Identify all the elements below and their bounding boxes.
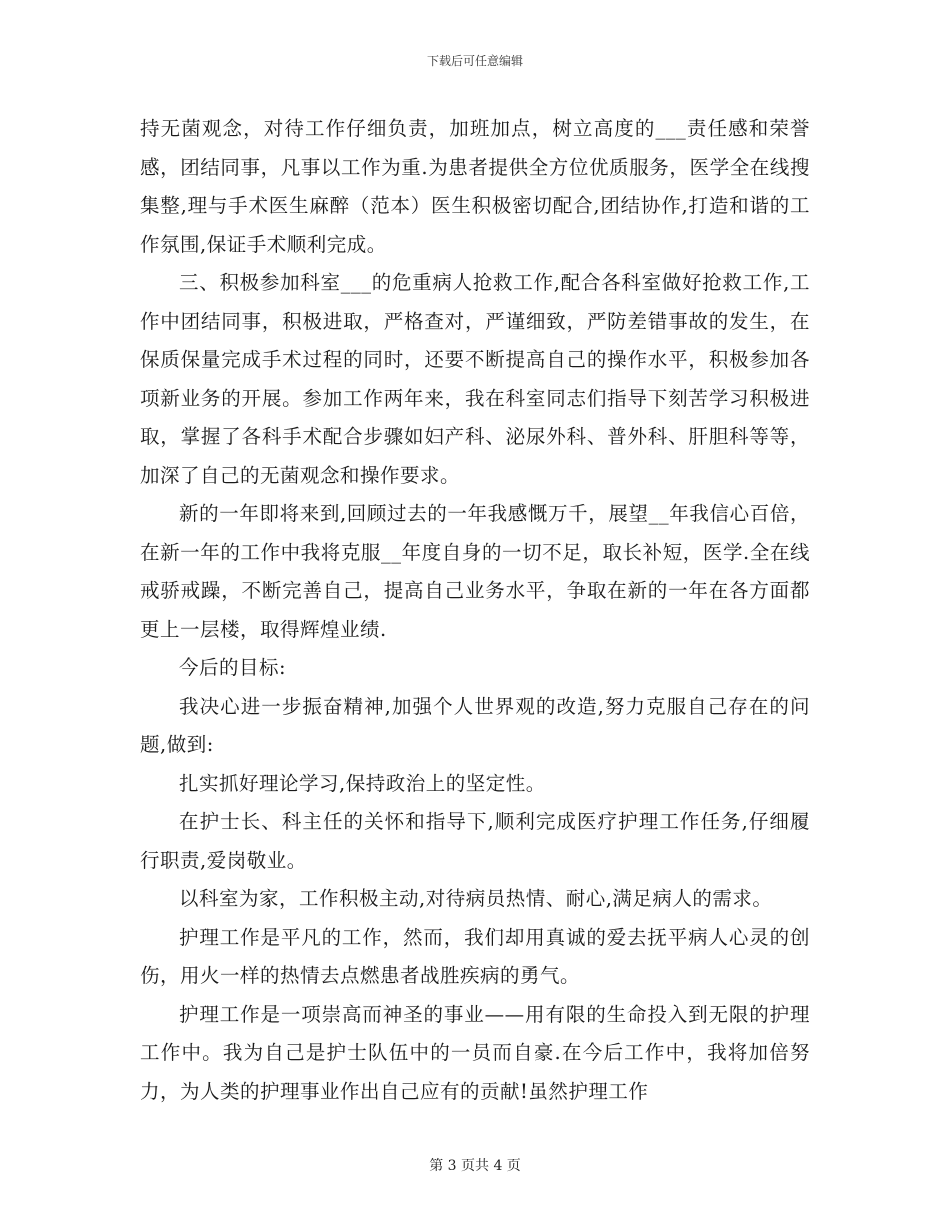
paragraph-2: 三、积极参加科室___的危重病人抢救工作,配合各科室做好抢救工作,工作中团结同事，积极进取，严格查对，严谨细致，严防差错事故的发生，在保质保量完成手术过程的同时，还要不断提高自己的操作水平，积极参加各项新业务的开展。参加工作两年来，我在科室同志们指导下刻苦学习积极进取，掌握了各科手术配合步骤如妇产科、泌尿外科、普外科、肝胆科等等，加深了自己的无菌观念和操作要求。 [140, 271, 810, 487]
document-body [140, 110, 810, 1111]
paragraph-9: 护理工作是平凡的工作，然而，我们却用真诚的爱去抚平病人心灵的创伤，用火一样的热情去点燃患者战胜疾病的勇气。 [140, 925, 810, 987]
paragraph-8: 以科室为家，工作积极主动,对待病员热情、耐心,满足病人的需求。 [179, 887, 773, 910]
paragraph-3: 新的一年即将来到,回顾过去的一年我感慨万千，展望__年我信心百倍，在新一年的工作中我将克服__年度自身的一切不足，取长补短，医学.全在线戒骄戒躁，不断完善自己，提高自己业务水平，争取在新的一年在各方面都更上一层楼，取得辉煌业绩. [140, 502, 810, 641]
paragraph-6: 扎实抓好理论学习,保持政治上的坚定性。 [179, 771, 546, 795]
paragraph-5: 我决心进一步振奋精神,加强个人世界观的改造,努力克服自己存在的问题,做到: [140, 694, 810, 756]
paragraph-1: 持无菌观念，对待工作仔细负责，加班加点，树立高度的___责任感和荣誉感，团结同事，凡事以工作为重.为患者提供全方位优质服务，医学全在线搜集整,理与手术医生麻醉（范本）医生积极密切配合,团结协作,打造和谐的工作氛围,保证手术顺利完成。 [140, 117, 810, 256]
paragraph-10: 护理工作是一项崇高而神圣的事业——用有限的生命投入到无限的护理工作中。我为自己是护士队伍中的一员而自豪.在今后工作中，我将加倍努力，为人类的护理事业作出自己应有的贡献!虽然护理工作 [140, 1002, 810, 1103]
paragraph-4: 今后的目标: [179, 656, 287, 679]
page-footer: 第 3 页共 4 页 [429, 1158, 521, 1174]
page-header: 下载后可任意编辑 [426, 54, 523, 68]
paragraph-7: 在护士长、科主任的关怀和指导下,顺利完成医疗护理工作任务,仔细履行职责,爱岗敬业。 [140, 810, 810, 872]
